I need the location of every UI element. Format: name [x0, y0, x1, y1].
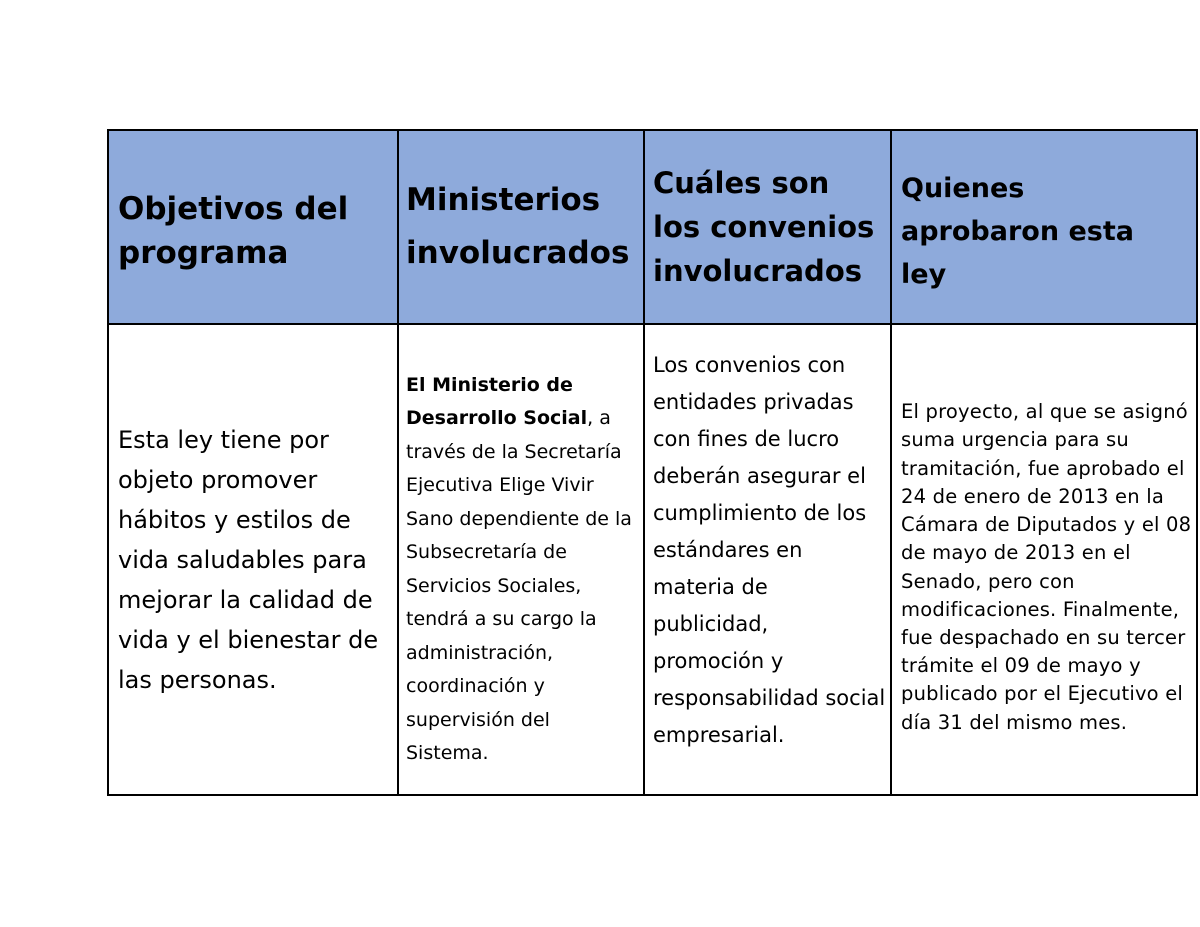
header-cell-convenios [644, 130, 891, 324]
header-cell-objetivos [108, 130, 398, 324]
header-aprobacion: Quienes aprobaron esta ley [901, 172, 1134, 290]
ministerio-name: El Ministerio de Desarrollo Social [406, 373, 588, 429]
convenios-text: Los convenios con entidades privadas con fines de lucro deberán asegurar el cumplimiento de los estándares en materia de publicidad, promoción y responsabilidad social empresarial. [653, 353, 886, 747]
aprobacion-text: El proyecto, al que se asignó suma urgencia para su tramitación, fue aprobado el 24 de enero de 2013 en la Cámara de Diputados y el 08 de mayo de 2013 en el Senado, pero con modificaciones. Finalmente, fue despachado en su tercer trámite el 09 de mayo y publicado por el Ejecutivo el día 31 del mismo mes. [901, 400, 1192, 734]
cell-convenios [644, 324, 891, 795]
summary-table [107, 129, 1198, 796]
header-objetivos: Objetivos del programa [118, 191, 349, 271]
ministerios-detail: , a través de la Secretaría Ejecutiva Elige Vivir Sano dependiente de la Subsecretaría de Servicios Sociales, tendrá a su cargo la administración, coordinación y supervisión del Sistema. [406, 407, 632, 764]
cell-objetivos [108, 324, 398, 795]
header-ministerios: Ministerios involucrados [406, 182, 630, 271]
cell-aprobacion [891, 324, 1197, 795]
header-cell-ministerios [398, 130, 644, 324]
ministerios-text [399, 349, 643, 771]
objetivos-text: Esta ley tiene por objeto promover hábitos y estilos de vida saludables para mejorar la calidad de vida y el bienestar de las personas. [118, 425, 379, 694]
cell-ministerios [398, 324, 644, 795]
content-row [108, 324, 1197, 795]
header-row [108, 130, 1197, 324]
header-convenios: Cuáles son los convenios involucrados [653, 166, 875, 288]
header-cell-aprobacion [891, 130, 1197, 324]
